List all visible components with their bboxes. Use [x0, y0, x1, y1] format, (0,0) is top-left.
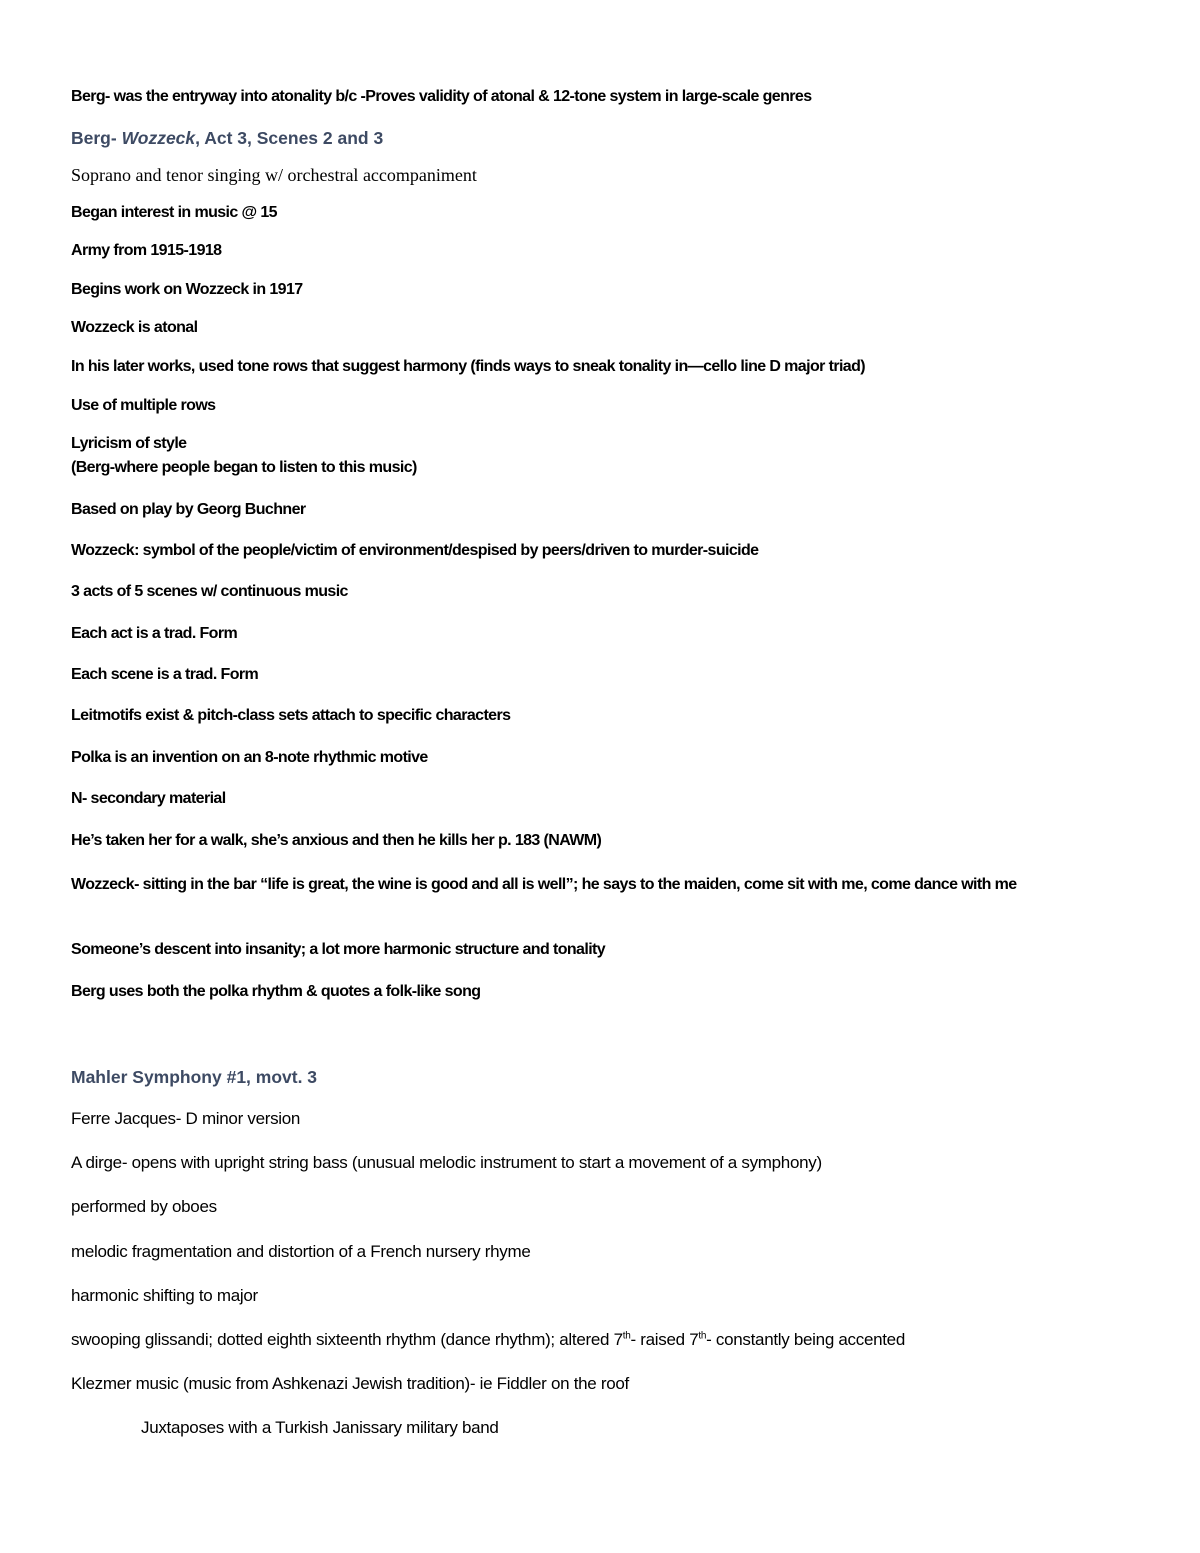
- superscript: th: [698, 1330, 707, 1342]
- note-line: Each scene is a trad. Form: [71, 666, 259, 683]
- note-line: He’s taken her for a walk, she’s anxious and then he kills her p. 183 (NAWM): [71, 832, 602, 849]
- superscript: th: [622, 1330, 631, 1342]
- note-line: harmonic shifting to major: [71, 1286, 258, 1305]
- note-line: Use of multiple rows: [71, 397, 216, 414]
- swoop-text-3: - constantly being accented: [706, 1330, 905, 1349]
- note-line: (Berg-where people began to listen to this music): [71, 459, 417, 476]
- note-line: Wozzeck is atonal: [71, 319, 198, 336]
- berg-heading-work: Wozzeck: [121, 128, 196, 148]
- swooping-line: [71, 1330, 905, 1350]
- note-line: melodic fragmentation and distortion of a French nursery rhyme: [71, 1242, 531, 1261]
- berg-intro: Berg- was the entryway into atonality b/c -Proves validity of atonal & 12-tone system in large-scale genres: [71, 88, 812, 105]
- note-line: N- secondary material: [71, 790, 226, 807]
- berg-heading-prefix: Berg-: [71, 128, 122, 148]
- note-line: In his later works, used tone rows that suggest harmony (finds ways to sneak tonality in—cello line D major triad): [71, 358, 865, 375]
- klezmer-line: Klezmer music (music from Ashkenazi Jewish tradition)- ie Fiddler on the roof: [71, 1374, 629, 1393]
- janissary-line: Juxtaposes with a Turkish Janissary military band: [141, 1418, 499, 1437]
- note-line: Army from 1915-1918: [71, 242, 222, 259]
- berg-description: Soprano and tenor singing w/ orchestral accompaniment: [71, 165, 477, 185]
- note-line: performed by oboes: [71, 1197, 217, 1216]
- note-line: Berg uses both the polka rhythm & quotes a folk-like song: [71, 983, 481, 1000]
- note-line: Begins work on Wozzeck in 1917: [71, 281, 303, 298]
- note-line: Polka is an invention on an 8-note rhythmic motive: [71, 749, 428, 766]
- swoop-text-2: - raised 7: [630, 1330, 699, 1349]
- note-line: Ferre Jacques- D minor version: [71, 1109, 301, 1128]
- note-line: Wozzeck- sitting in the bar “life is great, the wine is good and all is well”; he says to the maiden, come sit with me, come dance with me: [71, 876, 1017, 893]
- note-line: Lyricism of style: [71, 435, 187, 452]
- berg-heading-suffix: , Act 3, Scenes 2 and 3: [195, 128, 384, 148]
- note-line: Leitmotifs exist & pitch-class sets attach to specific characters: [71, 707, 511, 724]
- berg-heading: [71, 128, 383, 149]
- mahler-heading: Mahler Symphony #1, movt. 3: [71, 1067, 318, 1087]
- note-line: Wozzeck: symbol of the people/victim of environment/despised by peers/driven to murder-suicide: [71, 542, 759, 559]
- note-line: Began interest in music @ 15: [71, 204, 277, 221]
- note-line: 3 acts of 5 scenes w/ continuous music: [71, 583, 348, 600]
- note-line: Each act is a trad. Form: [71, 625, 238, 642]
- note-line: A dirge- opens with upright string bass (unusual melodic instrument to start a movement of a symphony): [71, 1153, 822, 1172]
- swoop-text-1: swooping glissandi; dotted eighth sixteenth rhythm (dance rhythm); altered 7: [71, 1330, 623, 1349]
- note-line: Someone’s descent into insanity; a lot more harmonic structure and tonality: [71, 941, 606, 958]
- note-line: Based on play by Georg Buchner: [71, 501, 306, 518]
